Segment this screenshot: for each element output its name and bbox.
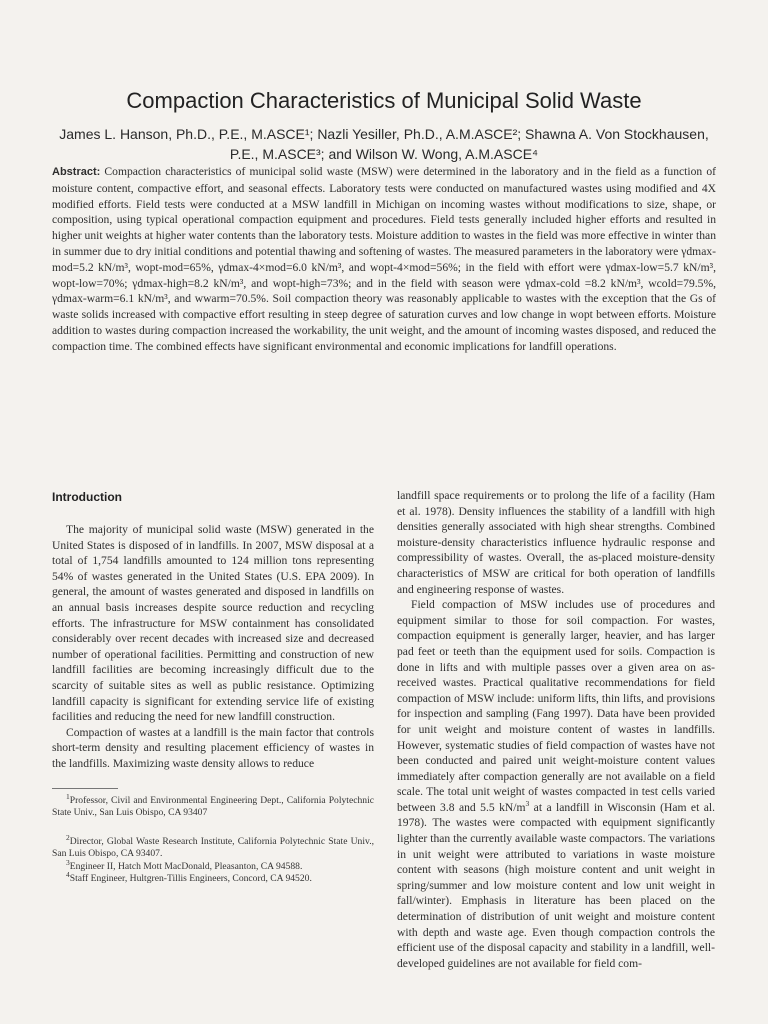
right-paragraph-1: landfill space requirements or to prolong the life of a facility (Ham et al. 1978). Density influences the stability of a landfill with high densities generally associated with high shear strengths. Combined moisture-density characteristics influence hydraulic response and compressibility of wastes. Overall, the as-placed moisture-density characteristics of MSW are critical for both operation of landfills and engineering response of wastes. [397, 489, 715, 596]
unit-exponent: 3 [525, 799, 530, 809]
footnote-4-text: Staff Engineer, Hultgren-Tillis Engineers, Concord, CA 94520. [69, 873, 312, 885]
paper-title: Compaction Characteristics of Municipal Solid Waste [126, 88, 642, 113]
abstract-label: Abstract: [52, 166, 101, 178]
right-paragraph-2-end: at a landfill in Wisconsin (Ham et al. 1978). The wastes were compacted with equipment significantly lighter than the currently available waste compactors. The variations in unit weight were attributed to variations in waste moisture content with seasons (high moisture content and unit weight in spring/summer and low moisture content and low unit weight in fall/winter). Emphasis in literature has been placed on the determination of distribution of unit weight and moisture content with depth and waste age. Even though compaction controls the efficient use of the disposal capacity and stability in a landfill, well-developed guidelines are not available for field com- [397, 800, 715, 970]
section-heading-introduction: Introduction [52, 490, 122, 504]
footnote-2-text: Director, Global Waste Research Institute, California Polytechnic State Univ., San Luis Obispo, CA 93407. [52, 835, 374, 860]
footnote-2-mark: 2 [66, 832, 70, 842]
footnote-1-mark: 1 [66, 791, 70, 801]
abstract [52, 164, 716, 355]
author-line-1: James L. Hanson, Ph.D., P.E., M.ASCE¹; Nazli Yesiller, Ph.D., A.M.ASCE²; Shawna A. Von Stockhausen, [59, 126, 709, 142]
footnote-1-text: Professor, Civil and Environmental Engineering Dept., California Polytechnic State Univ., San Luis Obispo, CA 93407 [52, 794, 374, 819]
footnote-2 [52, 832, 374, 861]
abstract-measured-parameters: γdmax-mod=5.2 kN/m³, wopt-mod=65%, γdmax-4×mod=6.0 kN/m³, and wopt-4×mod=56%; in the field with effort were γdmax-low=5.7 kN/m³, wopt-low=70%; γdmax-high=8.2 kN/m³, and wopt-high=73%; and in the field with season were γdmax-cold =8.2 kN/m³, wcold=79.5%, γdmax-warm=6.1 kN/m³, and wwarm=70.5%. [52, 244, 716, 306]
right-column [397, 488, 715, 971]
right-paragraph-2-start: Field compaction of MSW includes use of procedures and equipment similar to those for soil compaction. For wastes, compaction equipment is generally larger, heavier, and has larger pad feet or teeth than the equipment used for soils. Compaction is done in lifts and with multiple passes over a given area on as-received wastes. Practical qualitative recommendations for field compaction of MSW include: uniform lifts, thin lifts, and provisions for inspection and sampling (Fang 1997). Data have been provided for unit weight and moisture content of wastes in landfills. However, systematic studies of field compaction of wastes have not been conducted and paired unit weight-moisture content values immediately after compaction generally are not available on a field scale. The total unit weight of wastes compacted in test cells varied between 3.8 and 5.5 [397, 598, 715, 814]
footnote-1 [52, 791, 374, 820]
footnote-divider [52, 788, 118, 789]
right-paragraph-2 [397, 597, 715, 971]
left-column [52, 488, 374, 886]
abstract-text-part3: Soil compaction theory was reasonably applicable to wastes with the exception that the Gs of waste solids increased with compactive effort resulting in steep degree of saturation curves and low change in wopt between efforts. Moisture addition to wastes during compaction increased the workability, the unit weight, and the amount of incoming wastes disposed, and reduced the compaction time. The combined effects have significant environmental and economic implications for landfill operations. [52, 292, 716, 353]
author-list [40, 124, 728, 164]
intro-paragraph-2: Compaction of wastes at a landfill is the main factor that controls short-term density and resulting placement efficiency of wastes in the landfills. Maximizing waste density allows to reduce [52, 725, 374, 770]
author-line-2: P.E., M.ASCE³; and Wilson W. Wong, A.M.ASCE⁴ [229, 146, 539, 162]
footnote-4-mark: 4 [66, 870, 70, 880]
footnote-3 [52, 857, 374, 874]
intro-paragraph-1: The majority of municipal solid waste (MSW) generated in the United States is disposed of in landfills. In 2007, MSW disposal at a total of 1,754 landfills amounted to 124 million tons representing 54% of wastes generated in the United States (U.S. EPA 2009). In general, the amount of wastes generated and disposed in landfills on an annual basis increases despite source reduction and recycling efforts. The infrastructure for MSW containment has consolidated considerably over recent decades with increased size and decreased number of operational facilities. Permitting and construction of new landfill facilities are becoming increasingly difficult due to the scarcity of suitable sites as well as public resistance. Optimizing landfill capacity is significant for extending service life of existing facilities and reducing the need for new landfill construction. [52, 523, 374, 724]
footnote-4 [52, 870, 374, 886]
footnote-3-text: Engineer II, Hatch Mott MacDonald, Pleasanton, CA 94588. [69, 860, 303, 872]
footnote-3-mark: 3 [66, 857, 70, 867]
abstract-text-part1: Compaction characteristics of municipal solid waste (MSW) were determined in the laboratory and in the field as a function of moisture content, compactive effort, and seasonal effects. Laboratory tests were conducted on manufactured wastes using modified and 4X modified efforts. Field tests were conducted at a MSW landfill in Michigan on incoming wastes without modifications to size, shape, or composition, using typical operational compaction equipment and procedures. Field tests generally included higher efforts and resulted in higher unit weights at higher water contents than the laboratory tests. Moisture addition to wastes in the field was more effective in winter than in summer due to dry initial conditions and potential thawing and softening of wastes. The measured parameters in the laboratory were [52, 165, 716, 258]
unit-kn-per-m: kN/m [499, 800, 526, 814]
